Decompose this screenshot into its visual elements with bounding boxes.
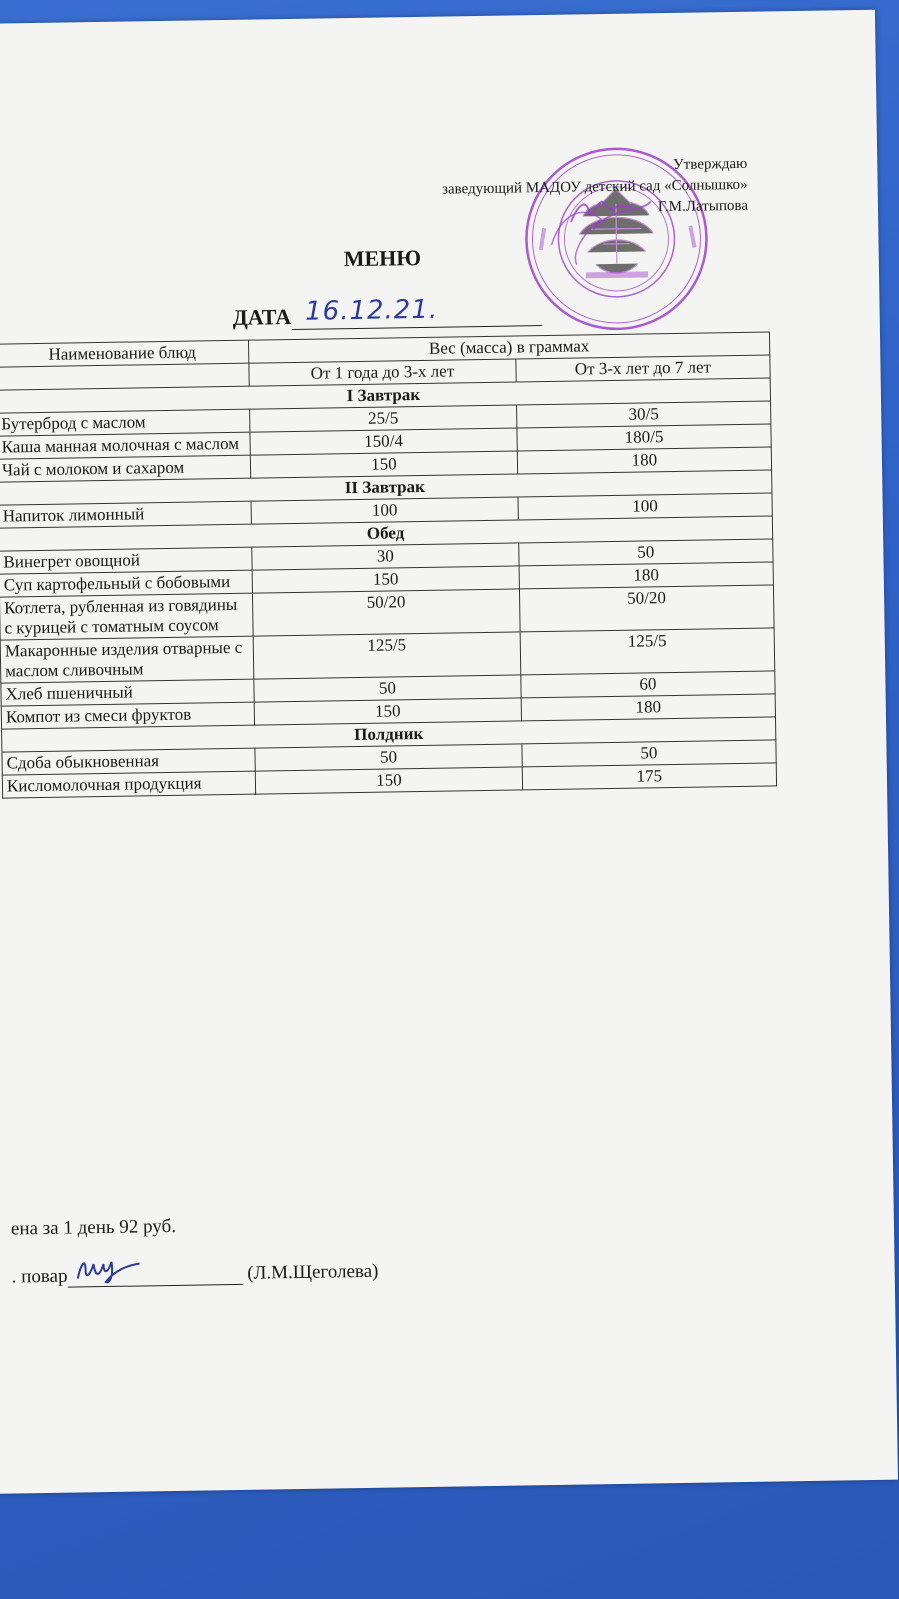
col-name-header: Наименование блюд [0,340,249,367]
paper-sheet [0,10,898,1494]
weight-age1-cell: 100 [251,497,518,524]
cook-signature-line [12,1261,379,1289]
weight-age1-cell: 50/20 [252,589,520,636]
cook-label: . повар [11,1265,68,1288]
weight-age1-cell: 150/4 [250,428,517,455]
weight-age1-cell: 50 [255,744,522,771]
dish-name-cell: Винегрет овощной [0,547,252,574]
weight-age1-cell: 150 [254,698,521,725]
weight-age2-cell: 30/5 [516,401,770,428]
weight-age2-cell: 50 [522,740,776,767]
head-signature [565,192,635,232]
weight-age2-cell: 100 [518,493,772,520]
section-title: I Завтрак [0,378,771,413]
dish-name-cell: Бутерброд с маслом [0,409,250,436]
date-value: 16.12.21. [304,294,439,327]
dish-name-cell: Котлета, рубленная из говядины с курицей с томатным соусом [0,593,253,640]
weight-age2-cell: 125/5 [520,628,775,675]
weight-age1-cell: 150 [255,767,522,794]
date-underline [291,294,541,330]
weight-age2-cell: 50/20 [519,585,774,632]
dish-name-cell: Напиток лимонный [0,501,251,528]
approve-line-1: Утверждаю [672,155,748,173]
dish-name-cell: Кисломолочная продукция [2,771,255,798]
section-title: Обед [0,516,773,551]
weight-age1-cell: 30 [252,543,519,570]
weight-age1-cell: 150 [252,566,519,593]
weight-age1-cell: 125/5 [253,632,521,679]
cook-name: (Л.М.Щеголева) [247,1260,379,1284]
dish-name-cell: Компот из смеси фруктов [1,702,254,729]
section-title: Полдник [2,717,776,752]
dish-name-cell: Суп картофельный с бобовыми [0,570,252,597]
date-row [232,294,541,331]
weight-age2-cell: 180 [517,447,771,474]
approve-line-3: Г.М.Латыпова [657,197,749,216]
page-title: МЕНЮ [343,244,422,272]
dish-name-cell: Сдоба обыкновенная [2,748,255,775]
weight-age1-cell: 150 [250,451,517,478]
weight-age2-cell: 60 [521,671,775,698]
weight-age2-cell: 175 [522,763,776,790]
dish-name-cell: Чай с молоком и сахаром [0,455,251,482]
dish-name-cell: Каша манная молочная с маслом [0,432,250,459]
section-title: II Завтрак [0,470,772,505]
weight-age2-cell: 180 [519,562,773,589]
approve-line-2: заведующий МАДОУ детский сад «Солнышко» [441,176,748,198]
menu-table-body [0,378,777,798]
price-line: ена за 1 день 92 руб. [10,1215,177,1240]
signature-underline [67,1264,242,1288]
weight-age2-cell: 180 [521,694,775,721]
weight-age2-cell: 50 [519,539,773,566]
cook-signature [73,1251,144,1286]
weight-age1-cell: 25/5 [250,405,517,432]
dish-name-cell: Хлеб пшеничный [1,679,254,706]
col-weight-header: Вес (масса) в граммах [249,332,770,363]
weight-age2-cell: 180/5 [517,424,771,451]
col-age2-header: От 3-х лет до 7 лет [516,355,770,382]
col-age1-header: От 1 года до 3-х лет [249,359,516,386]
menu-table [0,331,777,798]
dish-name-cell: Макаронные изделия отварные с маслом сливочным [0,636,254,683]
date-label: ДАТА [232,303,292,330]
weight-age1-cell: 50 [254,675,521,702]
